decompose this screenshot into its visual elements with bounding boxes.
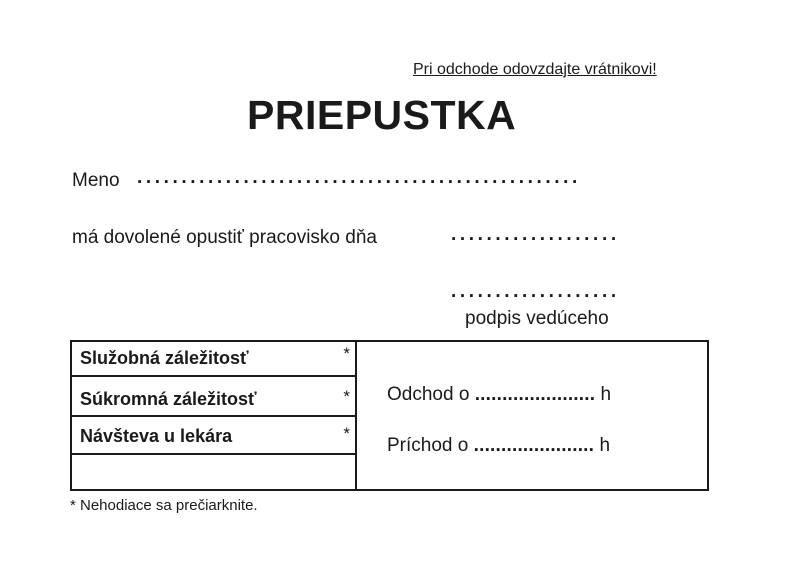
reason-row[interactable] — [72, 417, 355, 455]
reason-row-empty[interactable] — [72, 455, 355, 489]
reason-label: Súkromná záležitosť — [80, 389, 257, 409]
reason-row[interactable] — [72, 377, 355, 417]
page-title: PRIEPUSTKA — [247, 92, 517, 138]
asterisk-mark: * — [343, 424, 350, 443]
date-label: má dovolené opustiť pracovisko dňa — [72, 227, 377, 248]
date-field[interactable]: ................... — [451, 224, 620, 245]
arrival-unit: h — [599, 435, 611, 456]
asterisk-mark: * — [343, 387, 350, 406]
signature-field[interactable]: ................... — [451, 281, 620, 302]
reason-table — [70, 340, 357, 491]
reason-label: Služobná záležitosť — [80, 348, 249, 368]
departure-time-field[interactable]: ...................... — [474, 384, 596, 405]
signature-label: podpis vedúceho — [465, 308, 609, 329]
name-field[interactable]: .................................................. — [137, 167, 581, 188]
footnote: * Nehodiace sa prečiarknite. — [70, 497, 258, 514]
arrival-row — [387, 435, 610, 457]
name-label: Meno — [72, 170, 120, 191]
reason-label: Návšteva u lekára — [80, 426, 233, 446]
return-instruction: Pri odchode odovzdajte vrátnikovi! — [413, 61, 657, 78]
departure-unit: h — [600, 384, 612, 405]
asterisk-mark: * — [343, 344, 350, 363]
arrival-label: Príchod o — [387, 435, 469, 456]
time-box — [357, 340, 709, 491]
departure-row — [387, 384, 611, 406]
arrival-time-field[interactable]: ...................... — [473, 435, 595, 456]
departure-label: Odchod o — [387, 384, 470, 405]
reason-row[interactable] — [72, 342, 355, 377]
